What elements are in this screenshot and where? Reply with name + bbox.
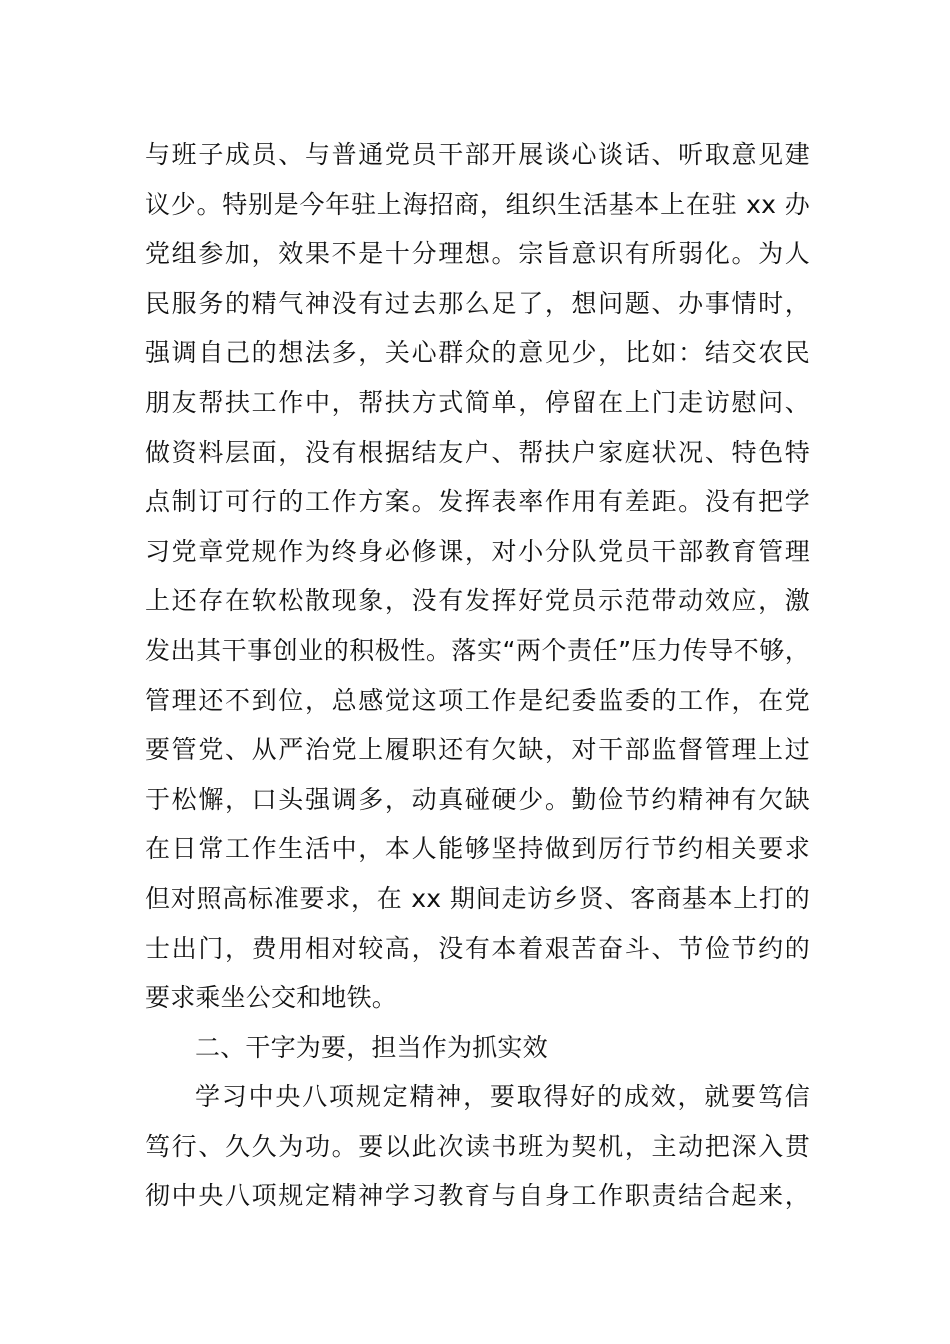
text-line: 民服务的精气神没有过去那么足了，想问题、办事情时，	[145, 288, 810, 318]
text-line: 但对照高标准要求，在 xx 期间走访乡贤、客商基本上打的	[145, 883, 810, 913]
text-line: 上还存在软松散现象，没有发挥好党员示范带动效应，激	[145, 586, 810, 616]
text-line: 朋友帮扶工作中，帮扶方式简单，停留在上门走访慰问、	[145, 387, 810, 417]
text-line: 与班子成员、与普通党员干部开展谈心谈话、听取意见建	[145, 140, 810, 169]
text-line: 发出其干事创业的积极性。落实“两个责任”压力传导不够，	[145, 635, 810, 665]
text-line: 要管党、从严治党上履职还有欠缺，对干部监督管理上过	[145, 735, 810, 765]
text-line: 彻中央八项规定精神学习教育与自身工作职责结合起来，	[145, 1181, 810, 1211]
text-line: 做资料层面，没有根据结友户、帮扶户家庭状况、特色特	[145, 437, 810, 467]
document-body	[145, 130, 810, 1221]
text-line: 于松懈，口头强调多，动真碰硬少。勤俭节约精神有欠缺	[145, 784, 810, 814]
text-line: 议少。特别是今年驻上海招商，组织生活基本上在驻 xx 办	[145, 189, 810, 219]
text-line: 笃行、久久为功。要以此次读书班为契机，主动把深入贯	[145, 1131, 810, 1161]
text-line: 党组参加，效果不是十分理想。宗旨意识有所弱化。为人	[145, 239, 810, 269]
text-line: 强调自己的想法多，关心群众的意见少，比如：结交农民	[145, 338, 810, 368]
text-line: 在日常工作生活中，本人能够坚持做到厉行节约相关要求	[145, 834, 810, 864]
text-line: 习党章党规作为终身必修课，对小分队党员干部教育管理	[145, 536, 810, 566]
text-line: 士出门，费用相对较高，没有本着艰苦奋斗、节俭节约的	[145, 933, 810, 963]
section-heading: 二、干字为要，担当作为抓实效	[195, 1032, 548, 1062]
text-line: 要求乘坐公交和地铁。	[145, 983, 398, 1013]
text-line: 管理还不到位，总感觉这项工作是纪委监委的工作，在党	[145, 685, 810, 715]
text-line: 点制订可行的工作方案。发挥表率作用有差距。没有把学	[145, 487, 810, 517]
text-line: 学习中央八项规定精神，要取得好的成效，就要笃信	[195, 1082, 810, 1112]
